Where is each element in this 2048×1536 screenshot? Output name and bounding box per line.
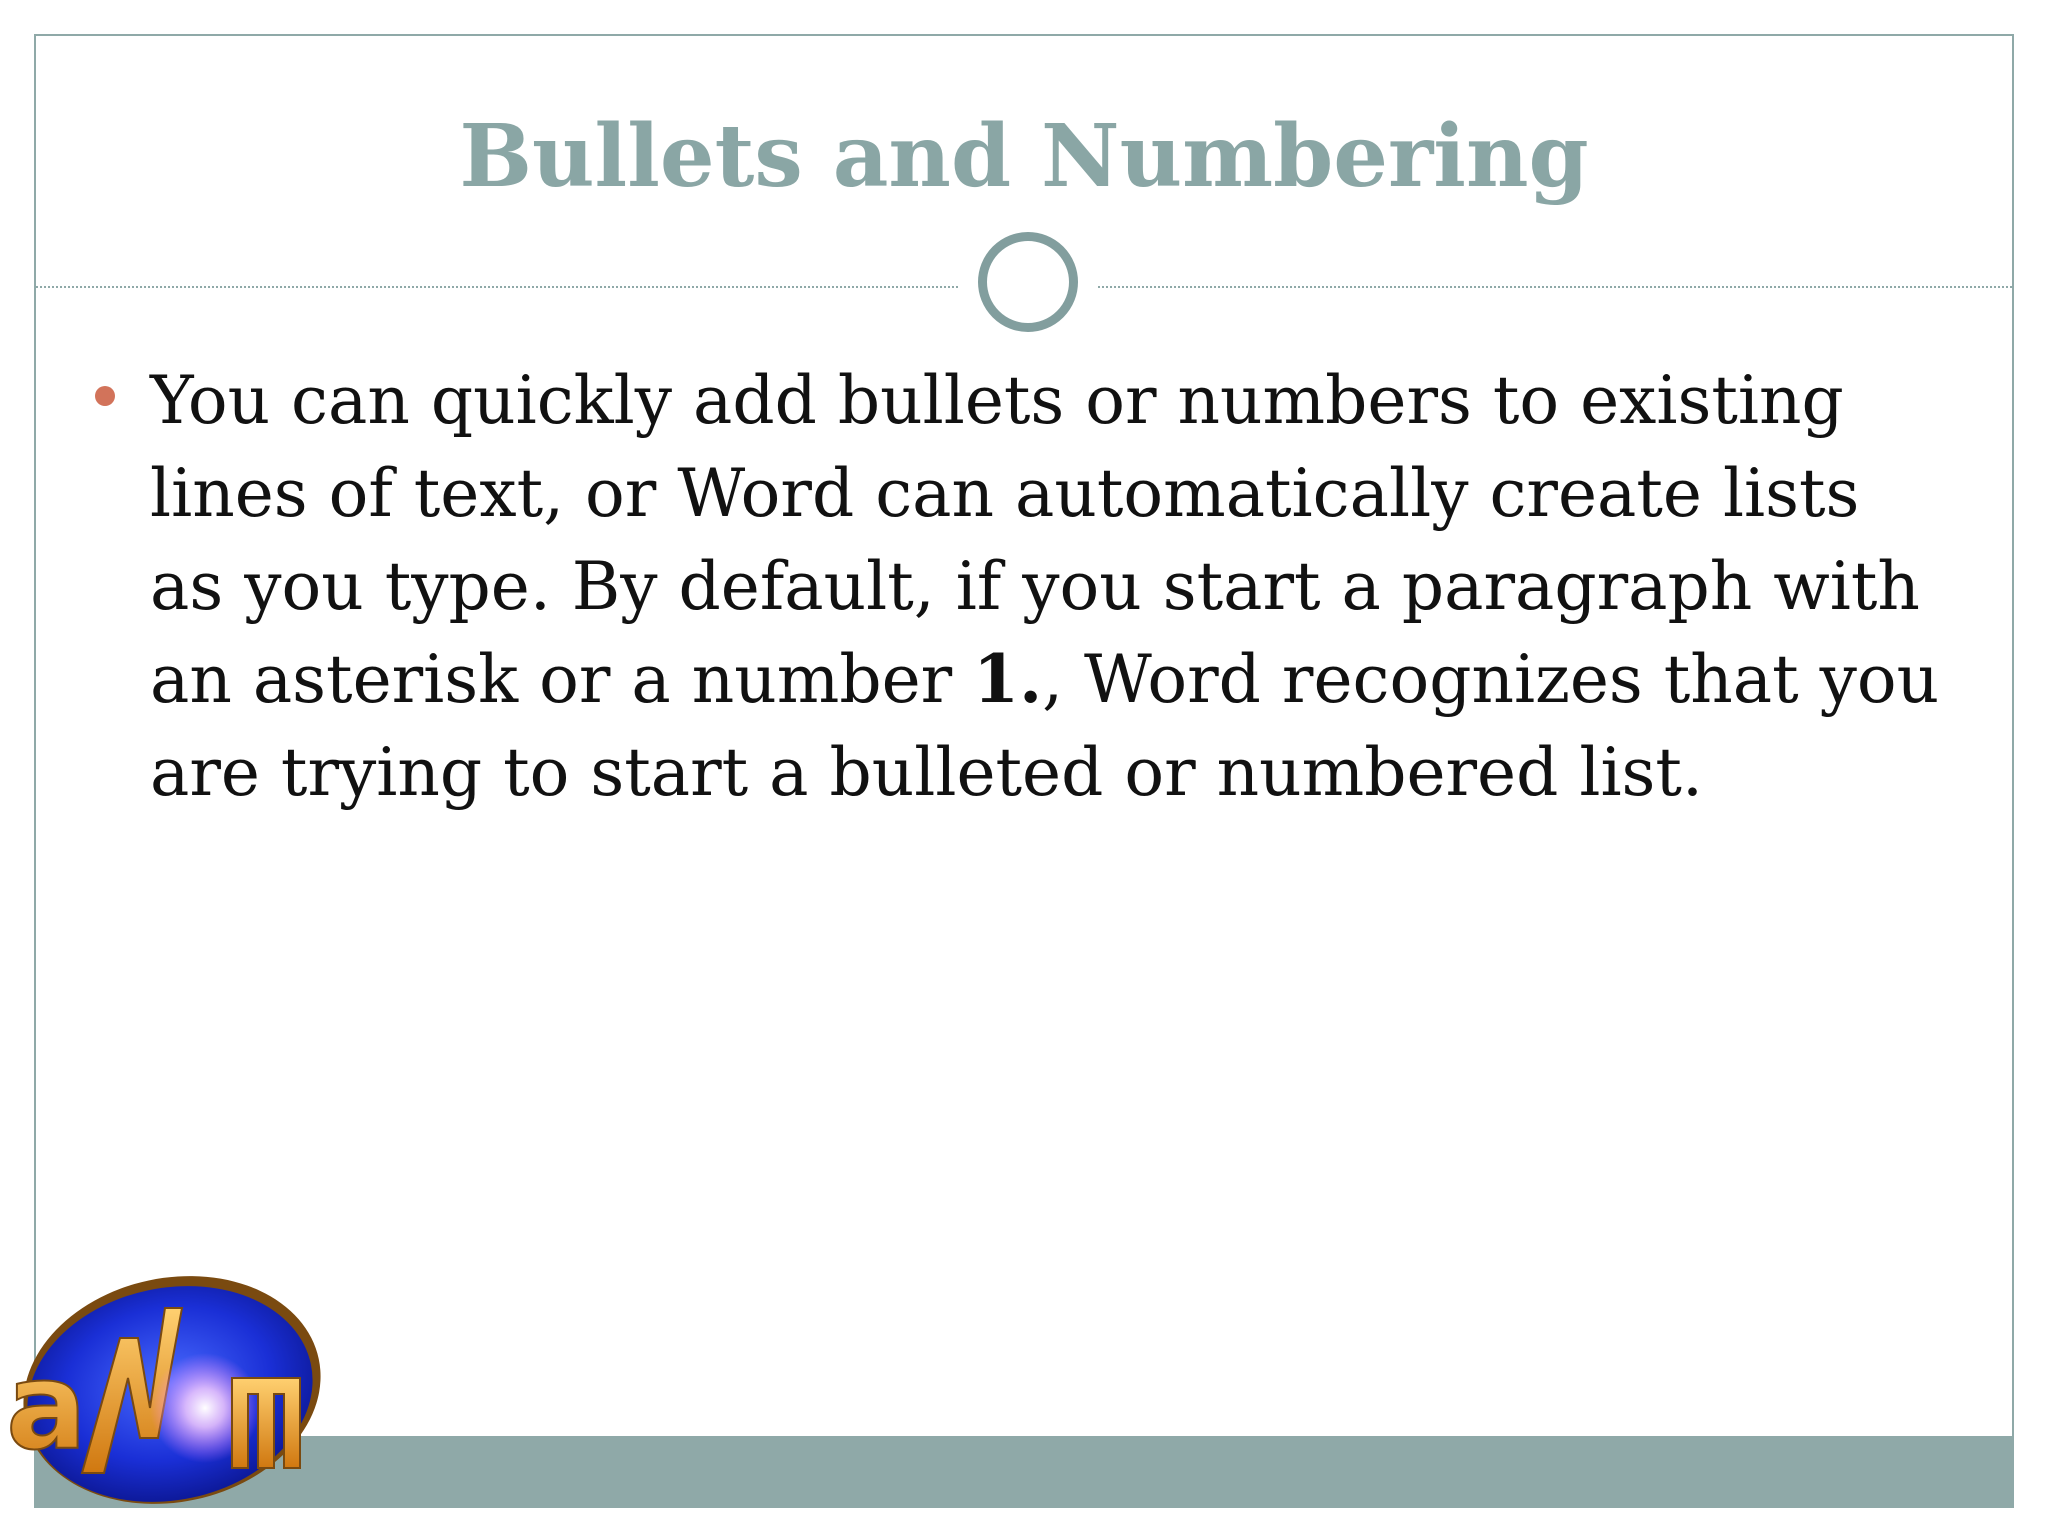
bullet-text-end: , Word recognizes that you are trying to start a bulleted or numbered list. <box>150 641 1940 811</box>
title-divider-left <box>36 286 958 288</box>
bullet-dot-icon <box>95 386 115 406</box>
bullet-text <box>150 354 1950 819</box>
bullet-item <box>90 354 1950 819</box>
bullet-text-bold-number: 1. <box>973 640 1043 718</box>
anm-logo-icon <box>0 1268 340 1536</box>
slide-body <box>90 354 1950 819</box>
title-divider-right <box>1098 286 2012 288</box>
bullet-text-start: You can quickly add bullets or numbers to existing lines of text, or Word can automatically create lists as you type. By default, if you start a paragraph with an asterisk or a number <box>150 362 1920 718</box>
slide-title: Bullets and Numbering <box>459 106 1589 207</box>
divider-circle-ornament <box>978 232 1078 332</box>
svg-text:a: a <box>6 1338 87 1477</box>
